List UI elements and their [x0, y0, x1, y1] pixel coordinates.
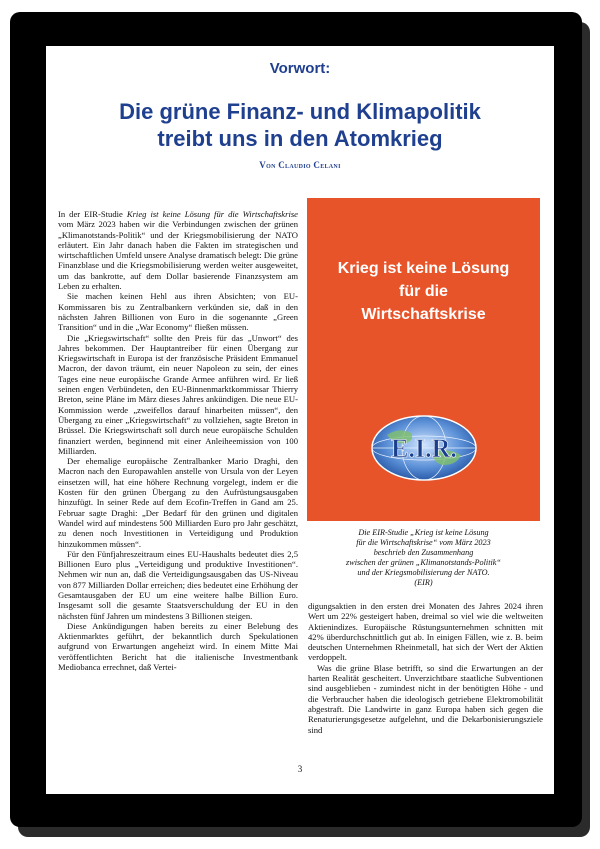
- body-column-right: [308, 601, 543, 735]
- paragraph: Diese Ankündigungen haben bereits zu einer Belebung des Aktienmarktes geführt, der bekanntlich durch Spekulationen aufgrund von Erwartungen angeheizt wird. In einem Mitte Mai veröffentlichten Bericht hat die italienische Investmentbank Mediobanca errechnet, daß Vertei-: [58, 620, 298, 673]
- document-page: [46, 46, 554, 794]
- article-title: [46, 98, 554, 152]
- eir-logo: [369, 413, 479, 483]
- study-title: Krieg ist keine Lösung für die Wirtschaftskrise: [126, 209, 299, 219]
- byline: Von Claudio Celani: [259, 160, 341, 170]
- cover-title: Krieg ist keine Lösung für die Wirtschaftskrise: [337, 260, 510, 323]
- page-number: 3: [297, 764, 303, 774]
- body-column-left: [58, 209, 298, 672]
- paragraph: Für den Fünfjahreszeitraum eines EU-Haushalts bedeutet dies 2,5 Billionen Euro plus „Verteidigung und produktive Investitionen“. Nehmen wir nun an, daß die Verteidigungsausgaben das US-Niveau von 877 Milliarden Dollar erreichen; dies bedeutet eine Erhöhung der Gesamtausgaben der EU um eine weitere halbe Billion Euro. Insgesamt soll die gesamte Staatsverschuldung der EU in den nächsten fünf Jahren um mindestens 3 Billionen steigen.: [58, 548, 298, 621]
- study-cover-image: [307, 198, 540, 521]
- image-caption: Die EIR-Studie „Krieg ist keine Lösung für die Wirtschaftskrise“ vom März 2023 beschrieb den Zusammenhang zwischen der grünen „Klimanotstands-Politik“ und der Kriegsmobilisierung der NATO. (EIR): [346, 528, 501, 587]
- section-kicker: Vorwort:: [269, 60, 331, 77]
- paragraph: Was die grüne Blase betrifft, so sind die Erwartungen an der harten Realität gescheitert. Unverzichtbare staatliche Subventionen sind ausgeblieben - zumindest nicht in der benötigten Höhe - und die Verbraucher haben die ideologisch getriebene Elektromobilität abgestraft. Die Landwirte in ganz Europa haben sich gegen die Renaturierungsgesetze aufgelehnt, und die Dekarbonisierungsziele sind: [308, 662, 543, 735]
- article-title-line-1: Die grüne Finanz- und Klimapolitik: [119, 99, 481, 124]
- paragraph: Der ehemalige europäische Zentralbanker Mario Draghi, den Macron nach den Europawahlen anstelle von Ursula von der Leyen einsetzen will, hat eine höhere Rechnung vorgelegt, indem er die Kosten für den grünen Übergang zu den Aufrüstungsausgaben hinzufügt. In seiner Rede auf dem Ecofin-Treffen in Gand am 25. Februar sagte Draghi: „Der Bedarf für den grünen und digitalen Wandel wird auf mindestens 500 Milliarden Euro pro Jahr geschätzt, zu denen noch Investitionen in Verteidigung und Produktion hinzukommen müssen“.: [58, 456, 298, 549]
- paragraph: Die „Kriegswirtschaft“ sollte den Preis für das „Unwort“ des Jahres bekommen. Der Hauptantreiber für einen Übergang zur Kriegswirtschaft in Europa ist der französische Präsident Emmanuel Macron, der davon träumt, ein neuer Napoleon zu sein, der eines Tages eine neue europäische Grande Armee anführen wird. Er ließ seinen engen Verbündeten, den EU-Binnenmarktkommissar Thierry Breton, seine Pläne im März dieses Jahres ankündigen. Die neue EU-Kommission werde „zweifellos darauf hinarbeiten müssen“, den Übergang zu einer „Kriegswirtschaft“ zu vollziehen, sagte Breton in Brüssel. Die Kriegswirtschaft soll durch neue europäische Schulden finanziert werden, beginnend mit einer Anleiheemission von 100 Milliarden.: [58, 332, 298, 456]
- logo-text: E.I.R.: [391, 434, 457, 463]
- paragraph: Sie machen keinen Hehl aus ihren Absichten; von EU-Kommissaren bis zu Zentralbankern verkünden sie, daß in den nächsten Jahren Billionen von Euro in die sogenannte „Green Transition“ und in die „War Economy“ fließen müssen.: [58, 291, 298, 333]
- paragraph: digungsaktien in den ersten drei Monaten des Jahres 2024 ihren Wert um 22% gesteigert haben, dreimal so viel wie die weltweiten Aktienindizes. Europäische Rüstungsunternehmen schnitten mit 42% überdurchschnittlich gut ab. In einigen Fällen, wie z. B. beim deutschen Unternehmen Rheinmetall, hat sich der Wert der Aktien verdoppelt.: [308, 601, 543, 663]
- article-title-line-2: treibt uns in den Atomkrieg: [157, 126, 443, 151]
- paragraph: In der EIR-Studie Krieg ist keine Lösung für die Wirtschaftskrise vom März 2023 haben wir die Verbindungen zwischen der grünen „Klimanotstands-Politik“ und der Kriegsmobilisierung der NATO erläutert. Ein Jahr danach haben die Fakten im strategischen und wirtschaftlichen Umfeld unsere Analyse dramatisch belegt: Die grüne Finanzblase und die Kriegsmobilisierung werden weiter ausgeweitet, um das bankrotte, auf dem Dollar basierende Finanzsystem am Leben zu erhalten.: [58, 209, 299, 292]
